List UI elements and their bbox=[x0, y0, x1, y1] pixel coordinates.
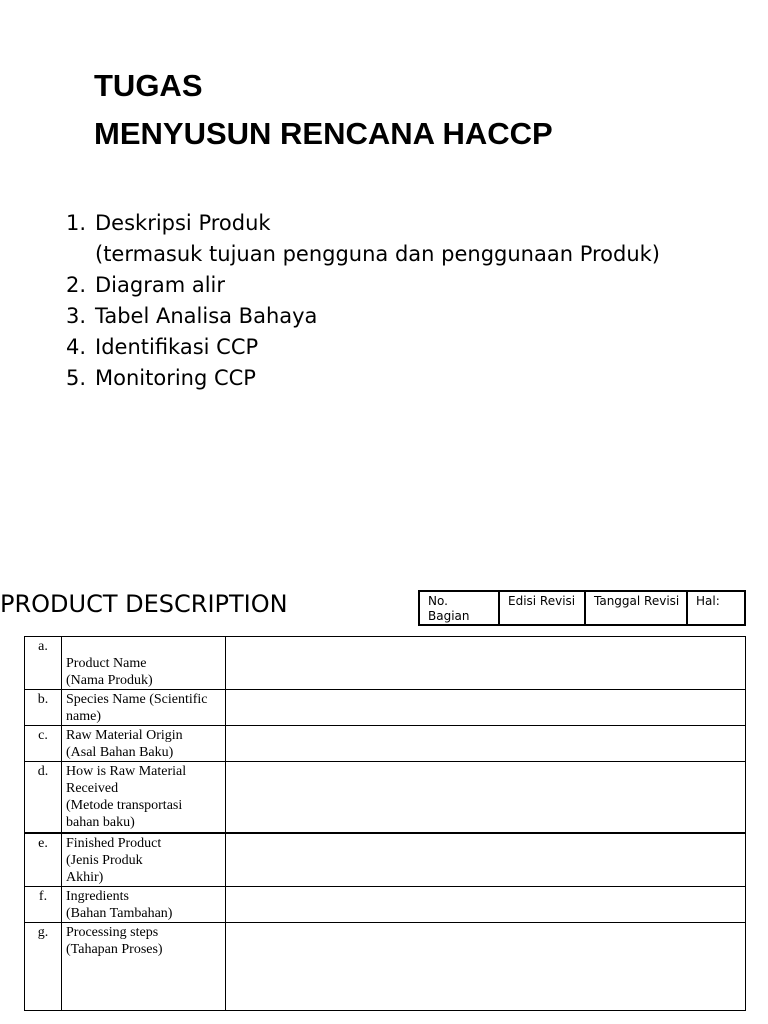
list-item bbox=[66, 301, 660, 332]
raw-material-origin-value-cell[interactable] bbox=[226, 726, 746, 762]
product-description-heading: PRODUCT DESCRIPTION bbox=[0, 590, 288, 618]
list-item-subtext: (termasuk tujuan pengguna dan penggunaan Produk) bbox=[95, 242, 661, 266]
row-label-line: Product Name bbox=[66, 656, 147, 671]
row-label bbox=[62, 726, 226, 762]
row-label-line: Received bbox=[66, 781, 119, 796]
row-label bbox=[62, 923, 226, 1011]
row-label-line: How is Raw Material bbox=[66, 764, 187, 779]
row-letter: c. bbox=[25, 726, 62, 762]
row-label-line: Akhir) bbox=[66, 869, 104, 885]
table-row bbox=[25, 923, 746, 1011]
no-bagian-cell: No. Bagian bbox=[419, 591, 499, 625]
list-item-text: Diagram alir bbox=[95, 273, 226, 297]
row-label-line bbox=[66, 638, 221, 655]
row-label-line: (Nama Produk) bbox=[66, 673, 153, 688]
task-list bbox=[66, 208, 660, 394]
list-item-text: Tabel Analisa Bahaya bbox=[95, 304, 318, 328]
list-item bbox=[66, 208, 660, 270]
title-line-1: TUGAS bbox=[94, 68, 203, 103]
row-label-line: (Bahan Tambahan) bbox=[66, 906, 173, 921]
row-letter: d. bbox=[25, 762, 62, 833]
row-label bbox=[62, 833, 226, 887]
list-item bbox=[66, 270, 660, 301]
document-title bbox=[94, 66, 553, 154]
table-row bbox=[25, 762, 746, 833]
list-item-text: Monitoring CCP bbox=[95, 366, 256, 390]
list-item-number: 2. bbox=[66, 273, 87, 297]
row-label-line: Finished Product bbox=[66, 835, 162, 851]
table-row bbox=[25, 726, 746, 762]
raw-material-received-value-cell[interactable] bbox=[226, 762, 746, 833]
table-row bbox=[25, 833, 746, 887]
row-label bbox=[62, 690, 226, 726]
row-label-line: name) bbox=[66, 709, 101, 724]
list-item-content bbox=[95, 208, 660, 270]
list-item-number: 4. bbox=[66, 335, 87, 359]
list-item bbox=[66, 332, 660, 363]
ingredients-value-cell[interactable] bbox=[226, 887, 746, 923]
list-item-number: 3. bbox=[66, 304, 87, 328]
tanggal-revisi-cell: Tanggal Revisi bbox=[585, 591, 687, 625]
table-row bbox=[25, 887, 746, 923]
row-label bbox=[62, 637, 226, 690]
processing-steps-value-cell[interactable] bbox=[226, 923, 746, 1011]
row-label-line: Processing steps bbox=[66, 925, 159, 940]
row-letter: e. bbox=[25, 833, 62, 887]
hal-cell: Hal: bbox=[687, 591, 745, 625]
product-description-table bbox=[24, 636, 746, 1011]
row-label-line: Ingredients bbox=[66, 889, 129, 904]
row-label bbox=[62, 887, 226, 923]
table-row bbox=[25, 690, 746, 726]
row-label-line: (Asal Bahan Baku) bbox=[66, 745, 174, 760]
edisi-revisi-cell: Edisi Revisi bbox=[499, 591, 585, 625]
document-control-header bbox=[418, 590, 746, 626]
product-name-value-cell[interactable] bbox=[226, 637, 746, 690]
title-line-2: MENYUSUN RENCANA HACCP bbox=[94, 116, 553, 151]
table-row bbox=[25, 637, 746, 690]
row-label-line: bahan baku) bbox=[66, 815, 135, 830]
list-item-text: Deskripsi Produk bbox=[95, 211, 271, 235]
row-label-line: (Metode transportasi bbox=[66, 798, 183, 813]
row-label bbox=[62, 762, 226, 833]
row-letter: a. bbox=[25, 637, 62, 690]
list-item-number: 5. bbox=[66, 366, 87, 390]
row-label-line: (Jenis Produk bbox=[66, 852, 143, 868]
row-letter: f. bbox=[25, 887, 62, 923]
row-letter: g. bbox=[25, 923, 62, 1011]
species-name-value-cell[interactable] bbox=[226, 690, 746, 726]
list-item-number: 1. bbox=[66, 211, 87, 235]
row-label-line: Raw Material Origin bbox=[66, 728, 183, 743]
list-item bbox=[66, 363, 660, 394]
row-label-line: Species Name (Scientific bbox=[66, 692, 208, 707]
row-label-line: (Tahapan Proses) bbox=[66, 942, 163, 957]
list-item-text: Identifikasi CCP bbox=[95, 335, 259, 359]
finished-product-value-cell[interactable] bbox=[226, 833, 746, 887]
row-letter: b. bbox=[25, 690, 62, 726]
